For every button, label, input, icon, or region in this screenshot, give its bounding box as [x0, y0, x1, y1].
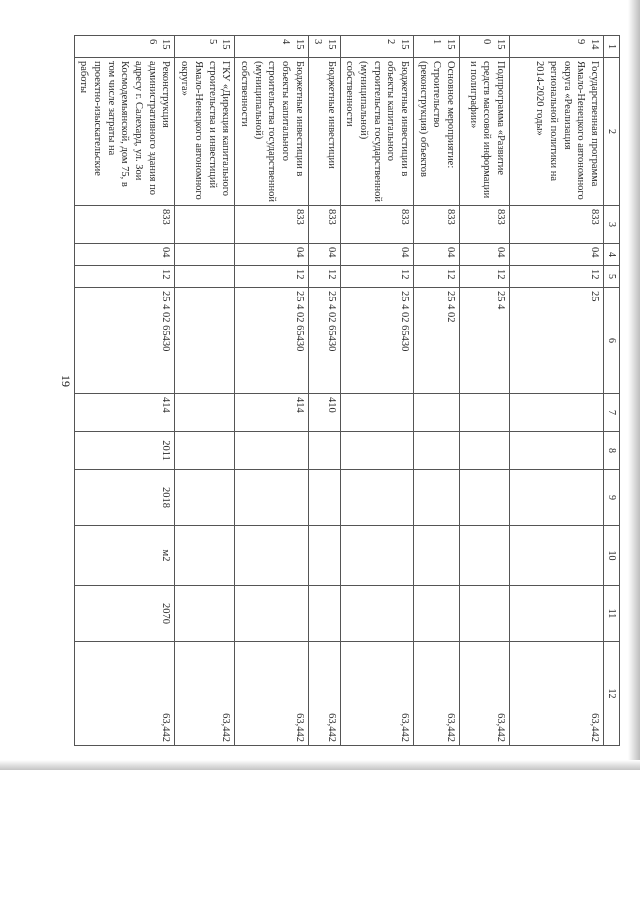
col-header: 6 — [604, 288, 620, 394]
cell-c4: 04 — [74, 244, 174, 266]
col-header: 4 — [604, 244, 620, 266]
row-number: 150 — [460, 36, 510, 58]
cell-c3: 833 — [414, 206, 460, 244]
cell-c5: 12 — [414, 266, 460, 288]
cell-c11 — [175, 586, 235, 642]
row-number: 154 — [235, 36, 308, 58]
cell-c10 — [460, 526, 510, 586]
row-name: ГКУ «Дирекция капитального строительства и инвестиций Ямало-Ненецкого автономного округа» — [175, 58, 235, 206]
scan-edge-shadow-right — [628, 0, 640, 770]
cell-c12: 63,442 — [460, 642, 510, 746]
col-header: 1 — [604, 36, 620, 58]
scan-edge-shadow-bottom — [0, 760, 640, 770]
cell-c4: 04 — [235, 244, 308, 266]
cell-c11 — [340, 586, 413, 642]
cell-c6: 25 4 02 — [414, 288, 460, 394]
col-header: 2 — [604, 58, 620, 206]
row-name: Основное мероприятие: Строительство (реконструкция) объектов — [414, 58, 460, 206]
col-header: 11 — [604, 586, 620, 642]
col-header: 5 — [604, 266, 620, 288]
cell-c6 — [175, 288, 235, 394]
col-header: 9 — [604, 470, 620, 526]
cell-c5 — [175, 266, 235, 288]
cell-c6: 25 4 02 65430 — [308, 288, 340, 394]
cell-c5: 12 — [340, 266, 413, 288]
page-number: 19 — [59, 375, 73, 387]
cell-c8 — [510, 432, 604, 470]
cell-c7 — [414, 394, 460, 432]
cell-c8 — [340, 432, 413, 470]
cell-c8 — [235, 432, 308, 470]
row-number: 155 — [175, 36, 235, 58]
table-row — [74, 36, 174, 746]
scan-margin-bottom — [0, 765, 640, 905]
cell-c6: 25 4 02 65430 — [340, 288, 413, 394]
table-row — [414, 36, 460, 746]
cell-c3: 833 — [510, 206, 604, 244]
cell-c3: 833 — [308, 206, 340, 244]
cell-c11 — [460, 586, 510, 642]
cell-c8 — [308, 432, 340, 470]
cell-c9: 2018 — [74, 470, 174, 526]
cell-c3 — [175, 206, 235, 244]
row-name: Подпрограмма «Развитие средств массовой информации и полиграфии» — [460, 58, 510, 206]
cell-c10 — [175, 526, 235, 586]
table-row — [308, 36, 340, 746]
col-header: 12 — [604, 642, 620, 746]
row-name: Реконструкция административного здания по адресу г. Салехард, ул. Зои Космодемьянской, дом 75, в том числе затраты на проектно-изыскательские работы — [74, 58, 174, 206]
cell-c5: 12 — [460, 266, 510, 288]
cell-c7: 414 — [74, 394, 174, 432]
cell-c9 — [235, 470, 308, 526]
cell-c6: 25 — [510, 288, 604, 394]
table-row — [510, 36, 604, 746]
cell-c7 — [460, 394, 510, 432]
cell-c11 — [308, 586, 340, 642]
cell-c9 — [510, 470, 604, 526]
table-header-row — [604, 36, 620, 746]
row-number: 152 — [340, 36, 413, 58]
cell-c12: 63,442 — [340, 642, 413, 746]
cell-c4 — [175, 244, 235, 266]
cell-c10 — [510, 526, 604, 586]
row-number: 153 — [308, 36, 340, 58]
cell-c10 — [308, 526, 340, 586]
cell-c12: 63,442 — [510, 642, 604, 746]
cell-c4: 04 — [308, 244, 340, 266]
cell-c10: м2 — [74, 526, 174, 586]
row-number: 151 — [414, 36, 460, 58]
table-stage — [78, 35, 620, 745]
cell-c9 — [340, 470, 413, 526]
cell-c3: 833 — [235, 206, 308, 244]
col-header: 10 — [604, 526, 620, 586]
cell-c8: 2011 — [74, 432, 174, 470]
table-row — [460, 36, 510, 746]
cell-c3: 833 — [460, 206, 510, 244]
table-row — [340, 36, 413, 746]
row-name: Бюджетные инвестиции — [308, 58, 340, 206]
cell-c8 — [460, 432, 510, 470]
budget-table — [74, 35, 620, 746]
cell-c5: 12 — [510, 266, 604, 288]
cell-c10 — [235, 526, 308, 586]
cell-c11 — [414, 586, 460, 642]
cell-c10 — [340, 526, 413, 586]
row-name: Бюджетные инвестиции в объекты капитального строительства государственной (муниципальной) собственности — [340, 58, 413, 206]
cell-c9 — [460, 470, 510, 526]
cell-c7: 410 — [308, 394, 340, 432]
rotated-table-wrapper — [78, 35, 620, 745]
row-name: Бюджетные инвестиции в объекты капитального строительства государственной (муниципальной) собственности — [235, 58, 308, 206]
table-row — [175, 36, 235, 746]
cell-c12: 63,442 — [414, 642, 460, 746]
row-number: 156 — [74, 36, 174, 58]
cell-c5: 12 — [74, 266, 174, 288]
cell-c11 — [510, 586, 604, 642]
cell-c9 — [308, 470, 340, 526]
cell-c8 — [175, 432, 235, 470]
col-header: 3 — [604, 206, 620, 244]
cell-c7 — [510, 394, 604, 432]
cell-c7 — [175, 394, 235, 432]
cell-c3: 833 — [74, 206, 174, 244]
cell-c12: 63,442 — [308, 642, 340, 746]
cell-c12: 63,442 — [74, 642, 174, 746]
cell-c6: 25 4 — [460, 288, 510, 394]
cell-c8 — [414, 432, 460, 470]
cell-c12: 63,442 — [235, 642, 308, 746]
cell-c7 — [340, 394, 413, 432]
cell-c5: 12 — [308, 266, 340, 288]
cell-c4: 04 — [340, 244, 413, 266]
cell-c9 — [414, 470, 460, 526]
cell-c11: 2070 — [74, 586, 174, 642]
cell-c6: 25 4 02 65430 — [235, 288, 308, 394]
table-row — [235, 36, 308, 746]
cell-c4: 04 — [510, 244, 604, 266]
cell-c7: 414 — [235, 394, 308, 432]
cell-c11 — [235, 586, 308, 642]
col-header: 8 — [604, 432, 620, 470]
row-number: 149 — [510, 36, 604, 58]
cell-c9 — [175, 470, 235, 526]
row-name: Государственная программа Ямало-Ненецкого автономного округа «Реализация региональной политики на 2014-2020 годы» — [510, 58, 604, 206]
cell-c12: 63,442 — [175, 642, 235, 746]
cell-c4: 04 — [414, 244, 460, 266]
cell-c4: 04 — [460, 244, 510, 266]
cell-c6: 25 4 02 65430 — [74, 288, 174, 394]
cell-c3: 833 — [340, 206, 413, 244]
col-header: 7 — [604, 394, 620, 432]
cell-c10 — [414, 526, 460, 586]
cell-c5: 12 — [235, 266, 308, 288]
